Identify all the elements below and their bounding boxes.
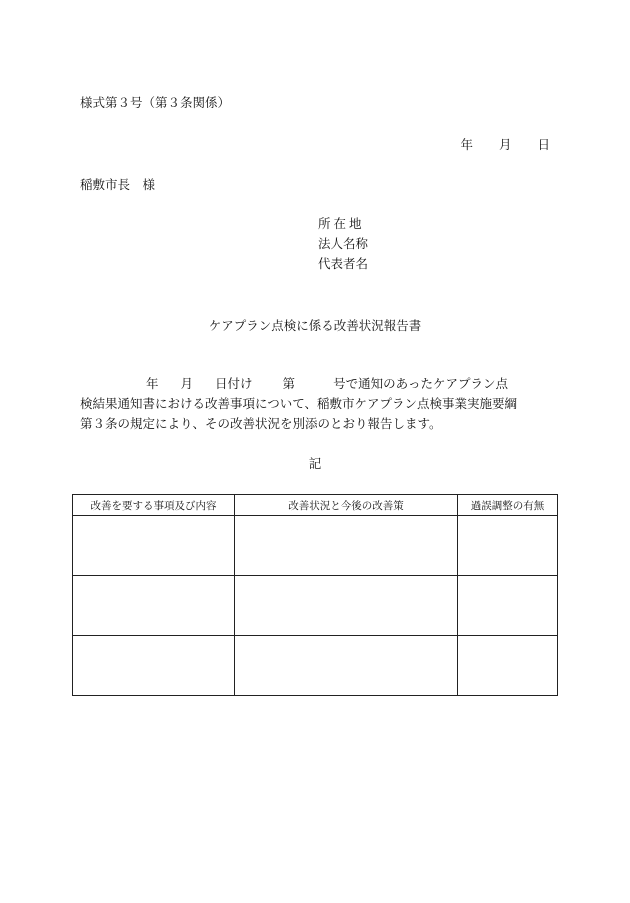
header-improvement-items: 改善を要する事項及び内容 [73, 495, 235, 516]
report-table [72, 494, 558, 696]
table-cell[interactable] [458, 636, 558, 696]
table-cell[interactable] [73, 516, 235, 576]
sender-representative-label: 代表者名 [318, 256, 369, 271]
table-cell[interactable] [235, 636, 458, 696]
ki-heading: 記 [308, 456, 322, 471]
body-month: 月 [180, 376, 194, 391]
header-improvement-status: 改善状況と今後の改善策 [235, 495, 458, 516]
table-cell[interactable] [73, 636, 235, 696]
table-cell[interactable] [235, 576, 458, 636]
form-number: 様式第３号（第３条関係） [80, 95, 231, 110]
sender-corporation-label: 法人名称 [318, 236, 369, 251]
body-line-1 [80, 376, 508, 392]
header-adjustment: 過誤調整の有無 [458, 495, 558, 516]
date-year: 年 [460, 137, 473, 152]
table-cell[interactable] [458, 516, 558, 576]
date-day: 日 [537, 137, 550, 152]
body-number-prefix: 第 [282, 376, 296, 391]
table-cell[interactable] [235, 516, 458, 576]
table-row [73, 636, 558, 696]
body-line1-tail: 号で通知のあったケアプラン点 [333, 376, 508, 391]
sender-address-label: 所在地 [318, 216, 365, 231]
table-row [73, 576, 558, 636]
table-cell[interactable] [73, 576, 235, 636]
body-year: 年 [146, 376, 159, 391]
date-line [460, 137, 550, 153]
document-title: ケアプラン点検に係る改善状況報告書 [208, 318, 422, 333]
table-cell[interactable] [458, 576, 558, 636]
body-dated: 日付け [215, 376, 253, 391]
table-header-row [73, 495, 558, 516]
date-month: 月 [498, 137, 512, 152]
body-line-3: 第３条の規定により、その改善状況を別添のとおり報告します。 [80, 416, 442, 431]
body-line-2: 検結果通知書における改善事項について、稲敷市ケアプラン点検事業実施要綱 [80, 396, 518, 411]
table-row [73, 516, 558, 576]
addressee: 稲敷市長 様 [80, 177, 156, 192]
